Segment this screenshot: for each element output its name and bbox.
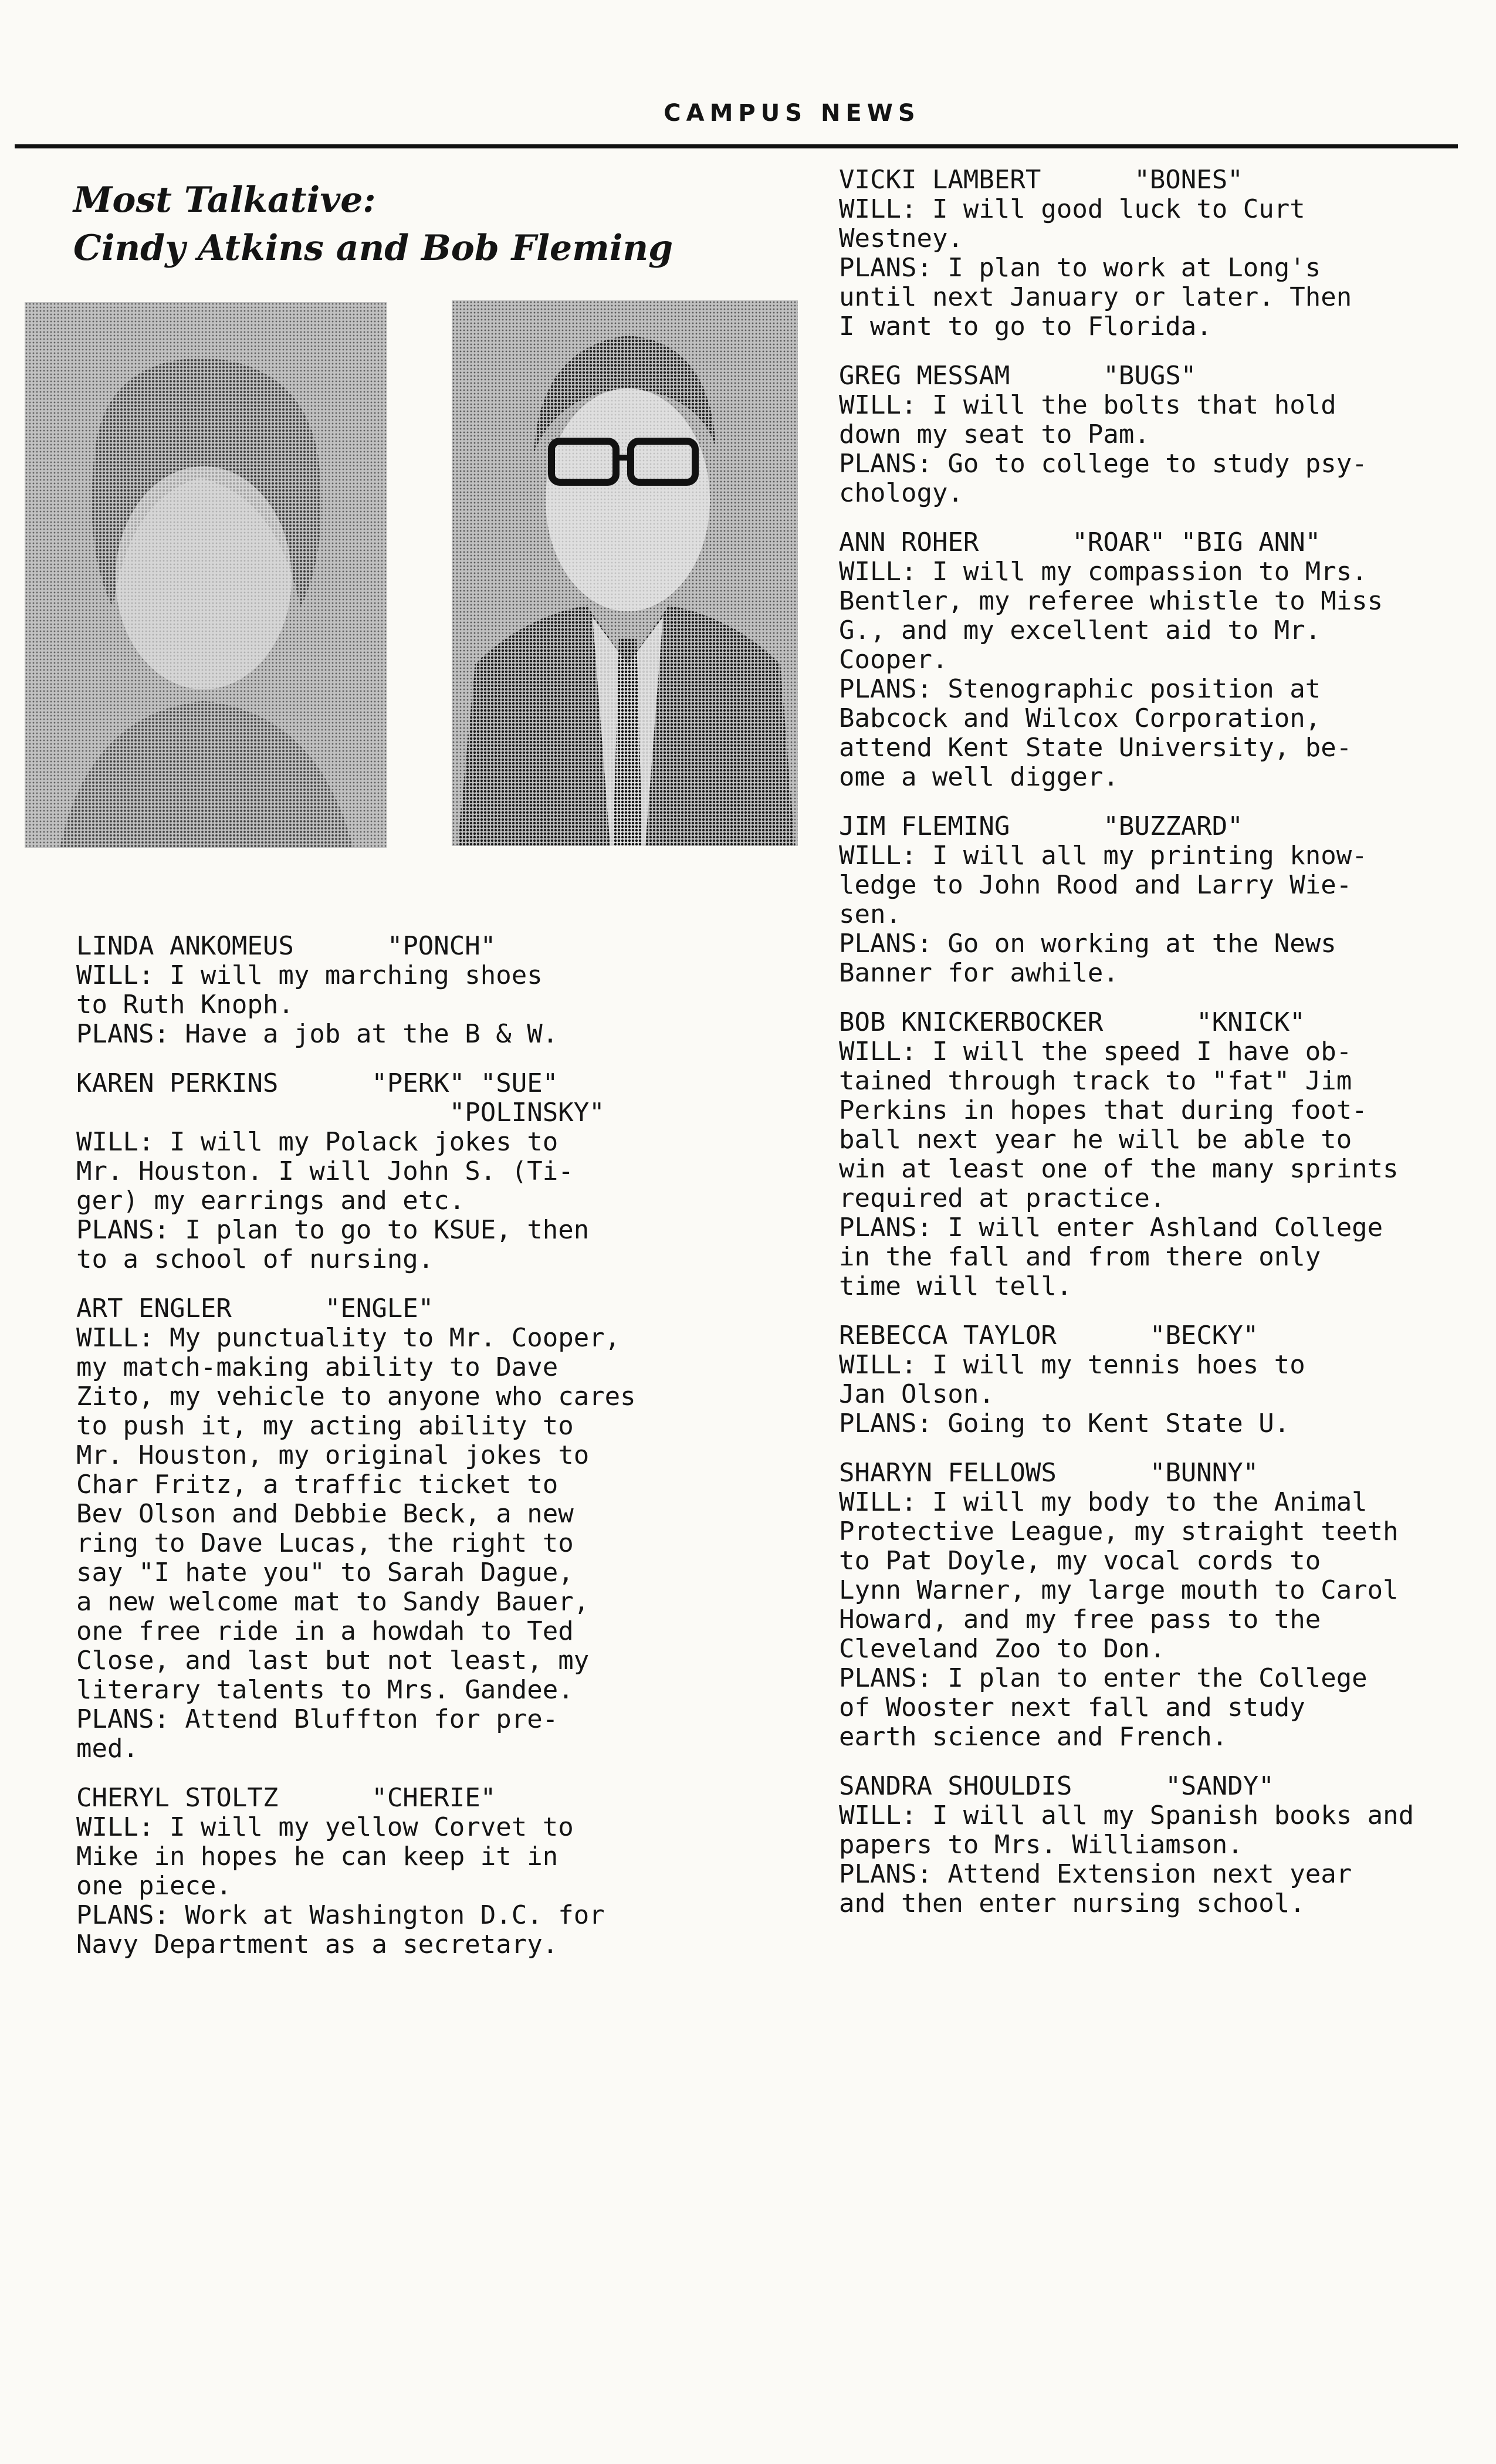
entry-nickname: "PONCH" xyxy=(387,931,496,961)
masthead: CAMPUS NEWS xyxy=(664,100,920,127)
entry-plans: PLANS: Attend Extension next year and then enter nursing school. xyxy=(839,1859,1352,1918)
entry-name: KAREN PERKINS xyxy=(76,1068,279,1098)
entry-name: LINDA ANKOMEUS xyxy=(76,931,294,961)
entry-nickname: "BUNNY" xyxy=(1149,1458,1259,1488)
entry-plans: PLANS: Work at Washington D.C. for Navy Department as a secretary. xyxy=(76,1900,605,1959)
entry-name: BOB KNICKERBOCKER xyxy=(839,1007,1104,1037)
entry-art-engler xyxy=(76,1294,769,1764)
entry-name: ANN ROHER xyxy=(839,527,979,557)
entry-nickname: "ROAR" "BIG ANN" xyxy=(1072,527,1321,557)
entry-plans: PLANS: Going to Kent State U. xyxy=(839,1409,1290,1439)
entry-plans: PLANS: Go on working at the News Banner for awhile. xyxy=(839,929,1336,988)
entry-name: REBECCA TAYLOR xyxy=(839,1321,1057,1351)
entry-nickname: "CHERIE" xyxy=(371,1783,496,1813)
entry-name: ART ENGLER xyxy=(76,1294,232,1324)
entry-nickname: "ENGLE" xyxy=(324,1294,434,1324)
entry-plans: PLANS: Go to college to study psy- chology. xyxy=(839,449,1368,508)
entry-plans: PLANS: Have a job at the B & W. xyxy=(76,1019,559,1049)
headline-line-2: Cindy Atkins and Bob Fleming xyxy=(73,228,673,269)
entry-header xyxy=(76,1069,769,1128)
entry-will: WILL: My punctuality to Mr. Cooper, my match-making ability to Dave Zito, my vehicle to anyone who cares to push it, my acting ability to Mr. Houston, my original jokes to Char Fritz, a traffic ticket to Bev Olson and Debbie Beck, a new ring to Dave Lucas, the right to say "I hate you" to Sarah Dague, a new welcome mat to Sandy Bauer, one free ride in a howdah to Ted Close, and last but not least, my literary talents to Mrs. Gandee. xyxy=(76,1323,636,1705)
entry-header xyxy=(839,1008,1478,1037)
right-column xyxy=(839,165,1478,1938)
entry-plans: PLANS: I plan to enter the College of Wooster next fall and study earth science and French. xyxy=(839,1663,1368,1752)
entry-will: WILL: I will my compassion to Mrs. Bentler, my referee whistle to Miss G., and my excellent aid to Mr. Cooper. xyxy=(839,557,1383,675)
entry-plans: PLANS: I will enter Ashland College in the fall and from there only time will tell. xyxy=(839,1213,1383,1301)
entry-jim-fleming xyxy=(839,812,1478,988)
entry-will: WILL: I will my Polack jokes to Mr. Houston. I will John S. (Ti- ger) my earrings and etc. xyxy=(76,1127,574,1216)
entry-header xyxy=(839,1321,1478,1351)
entry-greg-messam xyxy=(839,361,1478,508)
entry-linda-ankomeus xyxy=(76,932,769,1049)
entry-bob-knickerbocker xyxy=(839,1008,1478,1301)
entry-will: WILL: I will my tennis hoes to Jan Olson. xyxy=(839,1350,1305,1409)
entry-plans: PLANS: I plan to go to KSUE, then to a school of nursing. xyxy=(76,1215,590,1274)
entry-nickname: "SANDY" xyxy=(1165,1771,1274,1801)
entry-name: JIM FLEMING xyxy=(839,811,1010,841)
entry-name: VICKI LAMBERT xyxy=(839,165,1041,195)
entry-will: WILL: I will my marching shoes to Ruth Knoph. xyxy=(76,960,543,1020)
entry-name: GREG MESSAM xyxy=(839,361,1010,391)
entry-name: CHERYL STOLTZ xyxy=(76,1783,279,1813)
headline xyxy=(73,176,795,272)
entry-name: SANDRA SHOULDIS xyxy=(839,1771,1072,1801)
entry-plans: PLANS: I plan to work at Long's until next January or later. Then I want to go to Florida. xyxy=(839,253,1352,341)
entry-sandra-shouldis xyxy=(839,1772,1478,1918)
entry-will: WILL: I will all my Spanish books and papers to Mrs. Williamson. xyxy=(839,1800,1414,1860)
portrait-photo-cindy-atkins xyxy=(25,302,387,848)
masthead-rule xyxy=(15,144,1458,148)
entry-nickname: "BUZZARD" xyxy=(1103,811,1243,841)
entry-nickname: "KNICK" xyxy=(1196,1007,1305,1037)
entry-header xyxy=(839,361,1478,391)
entry-header xyxy=(839,1458,1478,1488)
entry-will: WILL: I will all my printing know- ledge to John Rood and Larry Wie- sen. xyxy=(839,841,1368,929)
headline-line-1: Most Talkative: xyxy=(73,180,376,221)
entry-will: WILL: I will the speed I have ob- tained through track to "fat" Jim Perkins in hopes that during foot- ball next year he will be able to win at least one of the many sprints required at practice. xyxy=(839,1037,1399,1213)
entry-header xyxy=(839,165,1478,195)
entry-will: WILL: I will my body to the Animal Protective League, my straight teeth to Pat Doyle, my vocal cords to Lynn Warner, my large mouth to Carol Howard, and my free pass to the Cleveland Zoo to Don. xyxy=(839,1487,1399,1664)
entry-nickname: "BUGS" xyxy=(1103,361,1197,391)
entry-header xyxy=(76,932,769,961)
entry-name: SHARYN FELLOWS xyxy=(839,1458,1057,1488)
entry-header xyxy=(76,1294,769,1324)
entry-will: WILL: I will my yellow Corvet to Mike in hopes he can keep it in one piece. xyxy=(76,1812,574,1901)
entry-header xyxy=(839,812,1478,841)
entry-vicki-lambert xyxy=(839,165,1478,341)
entry-sharyn-fellows xyxy=(839,1458,1478,1752)
entry-nickname: "BECKY" xyxy=(1149,1321,1259,1351)
entry-plans: PLANS: Stenographic position at Babcock and Wilcox Corporation, attend Kent State University, be- ome a well digger. xyxy=(839,674,1352,792)
entry-ann-roher xyxy=(839,528,1478,792)
entry-plans: PLANS: Attend Bluffton for pre- med. xyxy=(76,1704,559,1764)
left-column xyxy=(76,932,769,1979)
entry-will: WILL: I will the bolts that hold down my seat to Pam. xyxy=(839,390,1336,449)
entry-cheryl-stoltz xyxy=(76,1783,769,1959)
entry-will: WILL: I will good luck to Curt Westney. xyxy=(839,194,1305,253)
entry-header xyxy=(76,1783,769,1813)
entry-rebecca-taylor xyxy=(839,1321,1478,1439)
entry-nickname: "BONES" xyxy=(1134,165,1243,195)
entry-header xyxy=(839,528,1478,557)
entry-header xyxy=(839,1772,1478,1801)
entry-nickname: "PERK" "SUE" "POLINSKY" xyxy=(371,1068,605,1128)
entry-karen-perkins xyxy=(76,1069,769,1274)
portrait-photo-bob-fleming xyxy=(452,300,798,846)
